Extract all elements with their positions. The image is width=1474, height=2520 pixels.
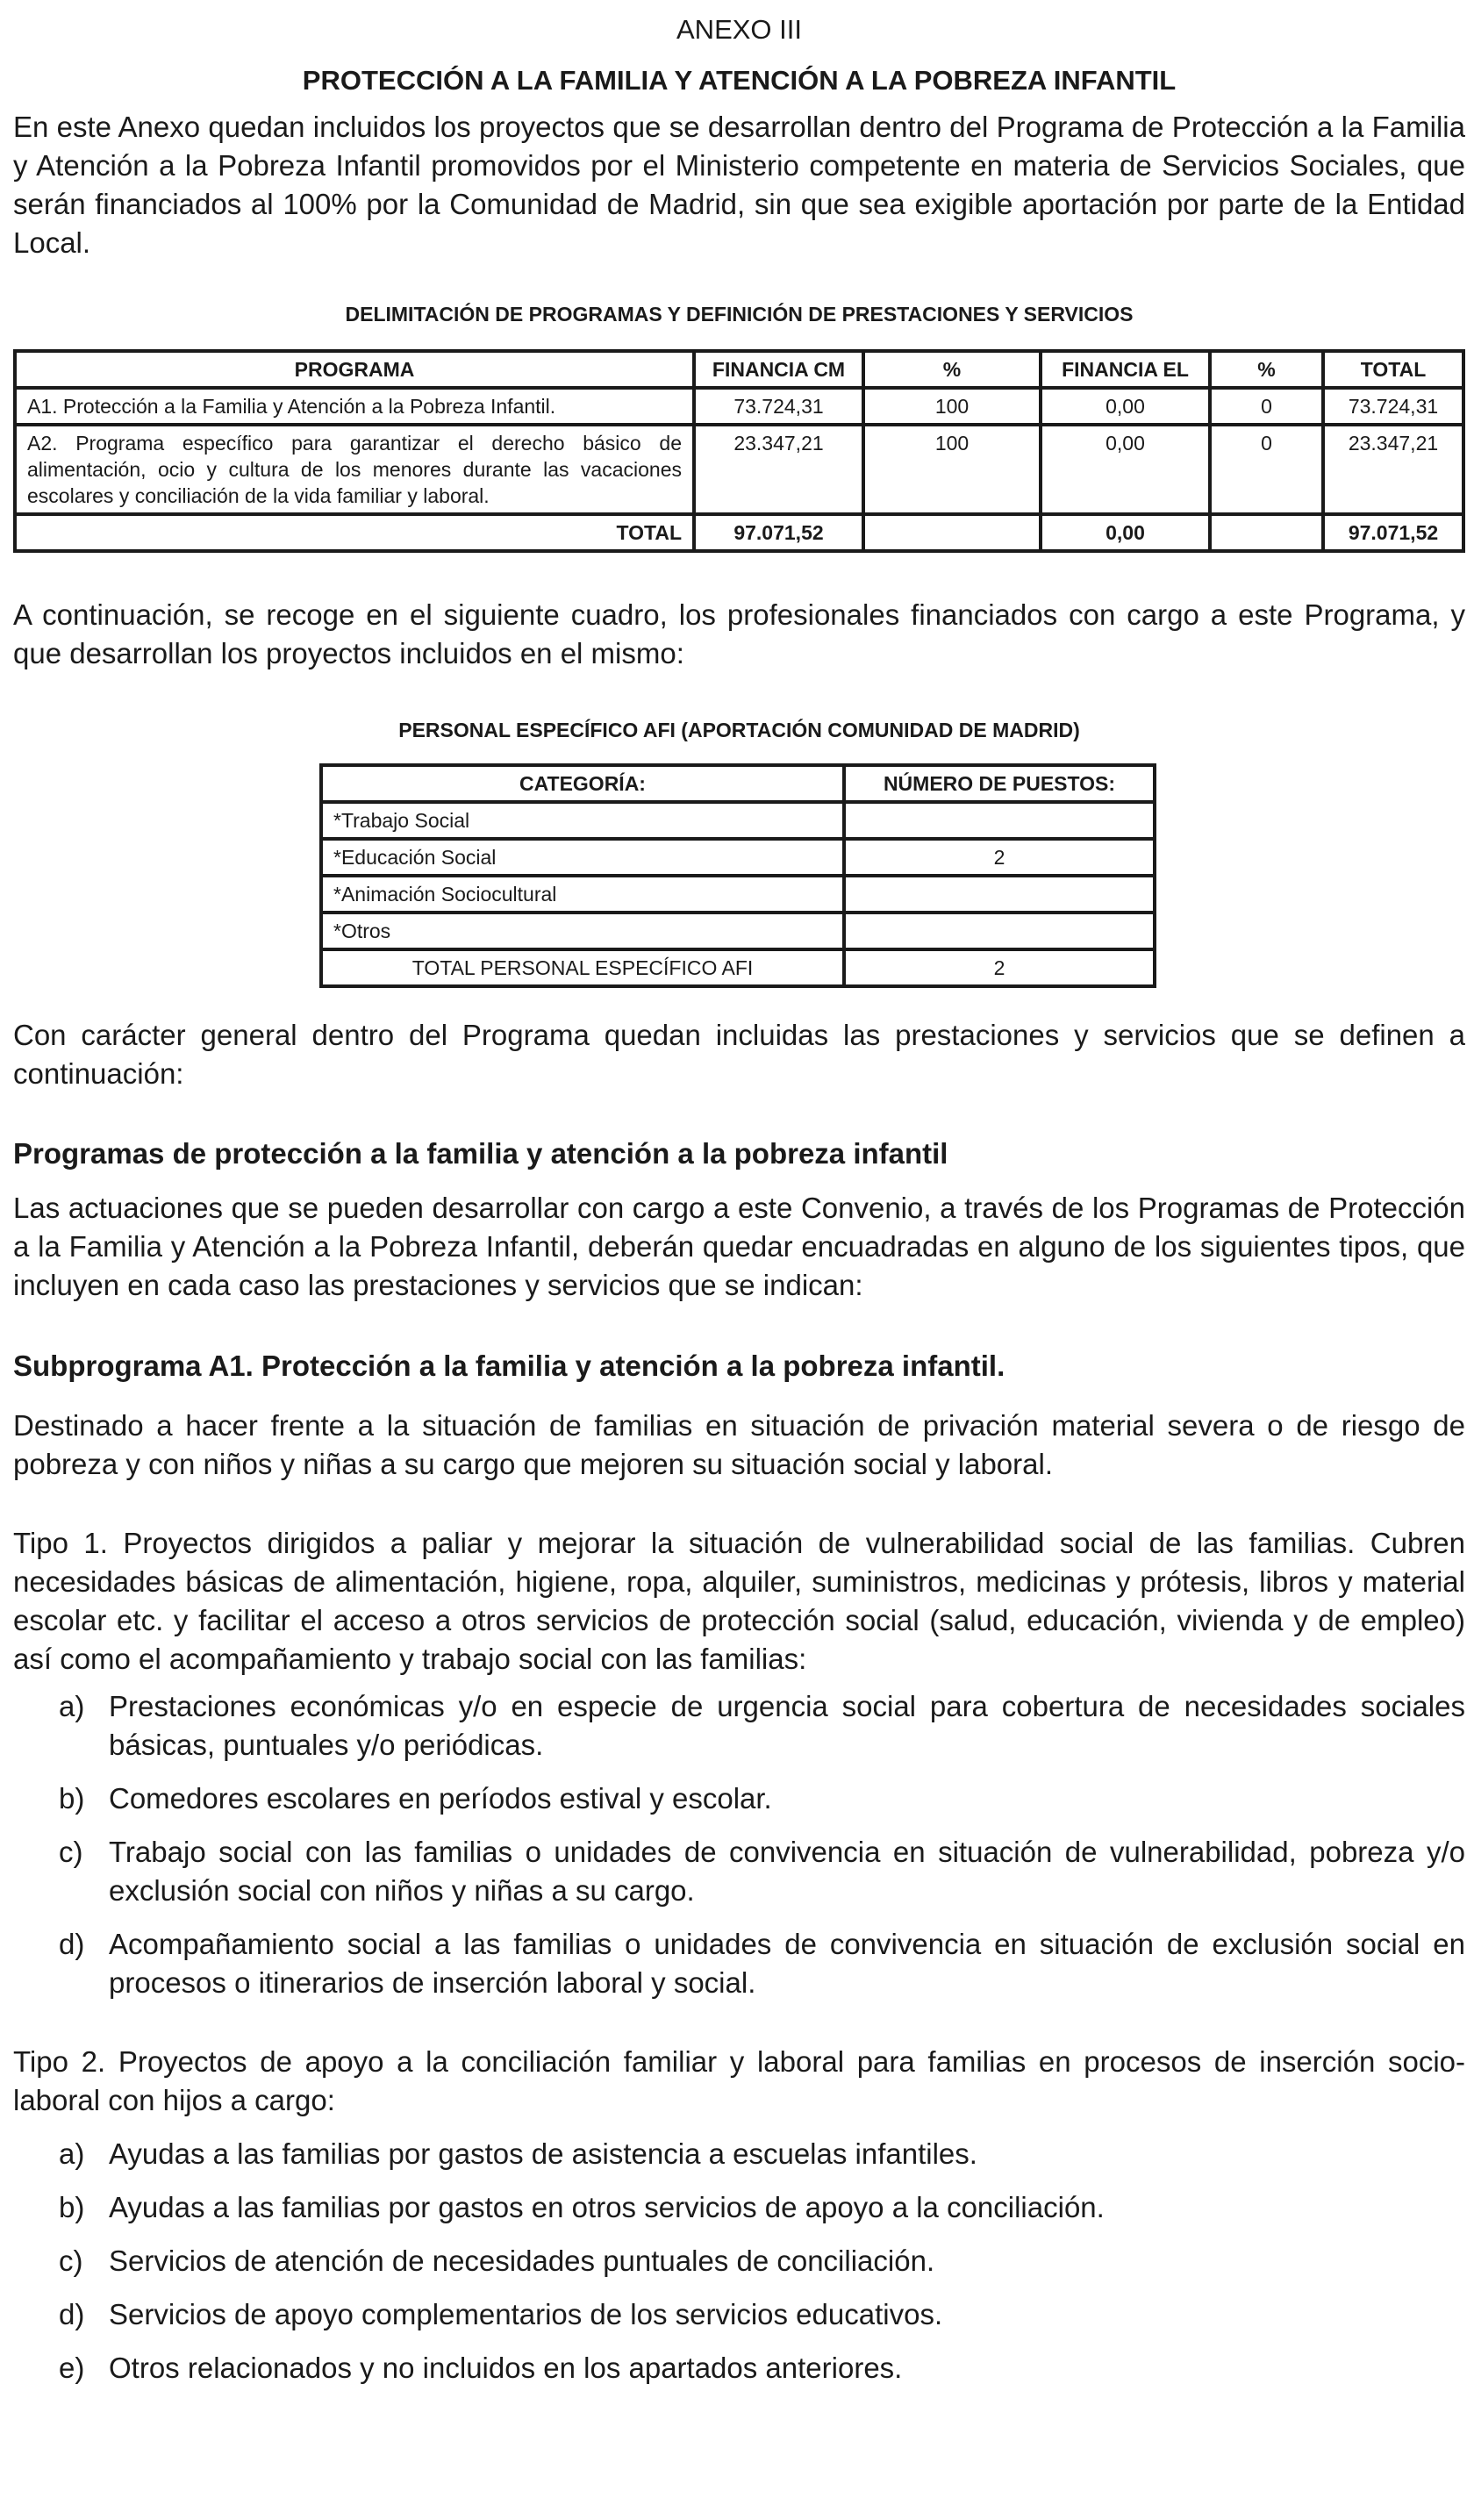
staff-table [319,763,1156,988]
subprogram-heading: Subprograma A1. Protección a la familia y atención a la pobreza infantil. [13,1349,1005,1382]
list-item [13,2295,1465,2334]
empty-cell [1210,514,1323,551]
list-marker: d) [59,1928,85,1960]
annex-label: ANEXO III [676,14,802,45]
list-marker: a) [59,1690,85,1722]
cell-pct-el: 0 [1210,425,1323,514]
tipo2-text: Tipo 2. Proyectos de apoyo a la conciliación familiar y laboral para familias en procesos de inserción socio-laboral con hijos a cargo: [13,2045,1465,2116]
paragraph-actuaciones: Las actuaciones que se pueden desarrollar con cargo a este Convenio, a través de los Programas de Protección a la Familia y Atención a la Pobreza Infantil, deberán quedar encuadradas en alguno de los siguientes tipos, que incluyen en cada caso las prestaciones y servicios que se indican: [13,1192,1465,1301]
list-marker: d) [59,2298,85,2330]
cell-total: 73.724,31 [1323,388,1463,425]
list-text: Trabajo social con las familias o unidades de convivencia en situación de vulnerabilidad, pobreza y/o exclusión social con niños y niñas a su cargo. [109,1836,1465,1907]
table-total-row [321,949,1155,986]
cell-total: 23.347,21 [1323,425,1463,514]
col-header-puestos: NÚMERO DE PUESTOS: [844,765,1155,802]
table-row [321,839,1155,876]
col-header-categoria: CATEGORÍA: [321,765,844,802]
empty-cell [863,514,1041,551]
list-marker: c) [59,1836,83,1868]
list-text: Servicios de atención de necesidades puntuales de conciliación. [109,2244,935,2277]
cell-puestos [844,802,1155,839]
table-row [321,876,1155,913]
cell-puestos [844,876,1155,913]
cell-pct-el: 0 [1210,388,1323,425]
list-text: Otros relacionados y no incluidos en los apartados anteriores. [109,2352,903,2384]
paragraph-personal: A continuación, se recoge en el siguiente cuadro, los profesionales financiados con cargo a este Programa, y que desarrollan los proyectos incluidos en el mismo: [13,598,1465,669]
list-marker: b) [59,1782,85,1815]
tipo1-section [13,1524,1465,2002]
col-header-total: TOTAL [1323,351,1463,388]
list-text: Prestaciones económicas y/o en especie de urgencia social para cobertura de necesidades sociales básicas, puntuales y/o periódicas. [109,1690,1465,1761]
cell-puestos: 2 [844,839,1155,876]
tipo1-text: Tipo 1. Proyectos dirigidos a paliar y mejorar la situación de vulnerabilidad social de las familias. Cubren necesidades básicas de alimentación, higiene, ropa, alquiler, suministros, medicinas y prótesis, libros y material escolar etc. y facilitar el acceso a otros servicios de protección social (salud, educación, vivienda y de empleo) así como el acompañamiento y trabajo social con las familias: [13,1527,1465,1675]
list-marker: e) [59,2352,85,2384]
cell-programa: A1. Protección a la Familia y Atención a la Pobreza Infantil. [15,388,694,425]
col-header-pct-cm: % [863,351,1041,388]
table-row [321,913,1155,949]
tipo2-section [13,2043,1465,2388]
total-financia-el: 0,00 [1041,514,1210,551]
table1-caption: DELIMITACIÓN DE PROGRAMAS Y DEFINICIÓN DE PRESTACIONES Y SERVICIOS [345,303,1134,326]
programs-table [13,349,1465,553]
table2-caption: PERSONAL ESPECÍFICO AFI (APORTACIÓN COMUNIDAD DE MADRID) [398,719,1080,741]
paragraph-general: Con carácter general dentro del Programa quedan incluidas las prestaciones y servicios que se definen a continuación: [13,1019,1465,1090]
list-item [13,2188,1465,2227]
table-header-row [15,351,1463,388]
col-header-financia-el: FINANCIA EL [1041,351,1210,388]
total-label: TOTAL [15,514,694,551]
table-row [321,802,1155,839]
table-total-row [15,514,1463,551]
list-item [13,2242,1465,2280]
list-marker: a) [59,2137,85,2170]
table-header-row [321,765,1155,802]
cell-categoria: *Animación Sociocultural [321,876,844,913]
cell-categoria: *Educación Social [321,839,844,876]
cell-financia-cm: 73.724,31 [694,388,863,425]
cell-puestos [844,913,1155,949]
cell-financia-el: 0,00 [1041,425,1210,514]
list-text: Acompañamiento social a las familias o unidades de convivencia en situación de exclusión social en procesos o itinerarios de inserción laboral y social. [109,1928,1465,1999]
cell-programa: A2. Programa específico para garantizar el derecho básico de alimentación, ocio y cultura de los menores durante las vacaciones escolares y conciliación de la vida familiar y laboral. [15,425,694,514]
section-heading: Programas de protección a la familia y atención a la pobreza infantil [13,1137,948,1170]
total-value: 2 [844,949,1155,986]
cell-pct-cm: 100 [863,425,1041,514]
cell-categoria: *Otros [321,913,844,949]
list-text: Ayudas a las familias por gastos de asistencia a escuelas infantiles. [109,2137,977,2170]
total-label: TOTAL PERSONAL ESPECÍFICO AFI [321,949,844,986]
col-header-programa: PROGRAMA [15,351,694,388]
list-item [13,1687,1465,1765]
list-marker: b) [59,2191,85,2223]
list-text: Comedores escolares en períodos estival y escolar. [109,1782,772,1815]
list-text: Ayudas a las familias por gastos en otros servicios de apoyo a la conciliación. [109,2191,1105,2223]
page-title: PROTECCIÓN A LA FAMILIA Y ATENCIÓN A LA POBREZA INFANTIL [302,65,1177,96]
list-item [13,1779,1465,1818]
total-total: 97.071,52 [1323,514,1463,551]
cell-pct-cm: 100 [863,388,1041,425]
cell-categoria: *Trabajo Social [321,802,844,839]
total-financia-cm: 97.071,52 [694,514,863,551]
table-row [15,388,1463,425]
table-row [15,425,1463,514]
list-item [13,2349,1465,2388]
paragraph-destinado: Destinado a hacer frente a la situación de familias en situación de privación material severa o de riesgo de pobreza y con niños y niñas a su cargo que mejoren su situación social y laboral. [13,1409,1465,1480]
list-text: Servicios de apoyo complementarios de los servicios educativos. [109,2298,943,2330]
cell-financia-cm: 23.347,21 [694,425,863,514]
list-item [13,1925,1465,2002]
list-marker: c) [59,2244,83,2277]
list-item [13,2135,1465,2173]
col-header-pct-el: % [1210,351,1323,388]
intro-paragraph: En este Anexo quedan incluidos los proyectos que se desarrollan dentro del Programa de Protección a la Familia y Atención a la Pobreza Infantil promovidos por el Ministerio competente en materia de Servicios Sociales, que serán financiados al 100% por la Comunidad de Madrid, sin que sea exigible aportación por parte de la Entidad Local. [13,111,1465,259]
list-item [13,1833,1465,1910]
cell-financia-el: 0,00 [1041,388,1210,425]
col-header-financia-cm: FINANCIA CM [694,351,863,388]
